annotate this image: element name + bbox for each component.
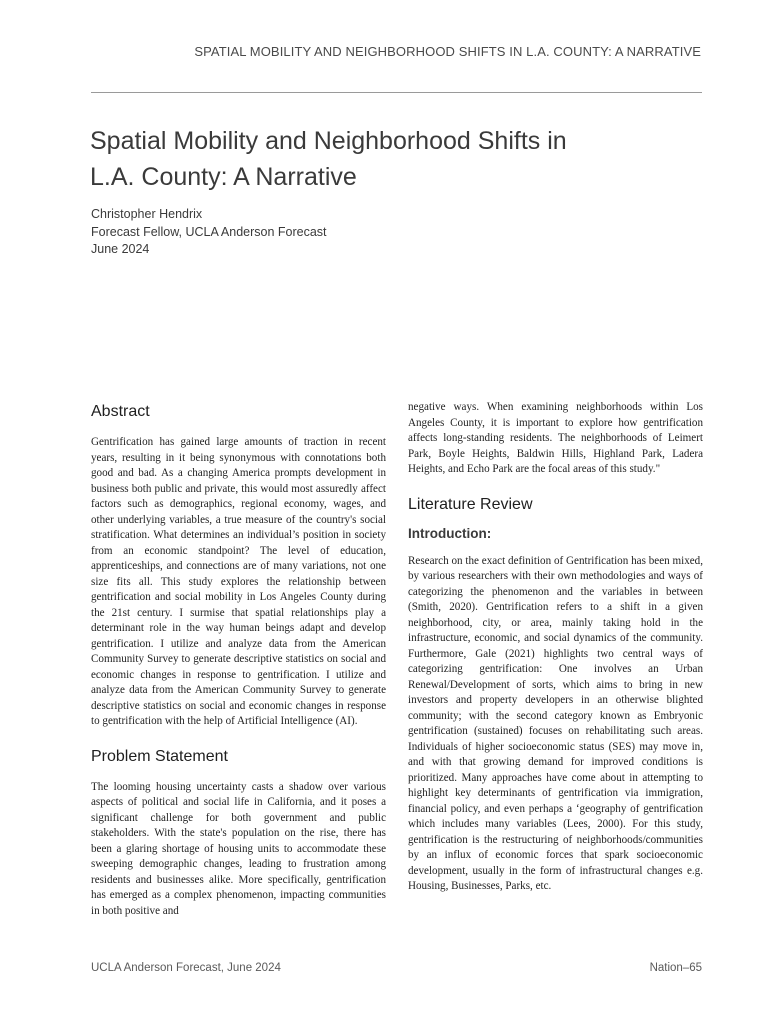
right-column [408, 400, 703, 895]
problem-statement-continued: negative ways. When examining neighborhoods within Los Angeles County, it is important to explore how gentrification affects long-standing residents. The neighborhoods of Leimert Park, Boyle Heights, Baldwin Hills, Highland Park, Ladera Heights, and Echo Park are the focal areas of this study." [408, 401, 703, 475]
header-divider [91, 92, 702, 93]
abstract-heading: Abstract [91, 403, 150, 420]
left-column [91, 400, 386, 919]
problem-statement-text: The looming housing uncertainty casts a shadow over various aspects of political and social life in California, and it poses a significant challenge for both government and public stakeholders. With the state's population on the rise, there has been a glaring shortage of housing units to accommodate these sweeping demographic changes, leading to frustration among residents and businesses alike. More specifically, gentrification has emerged as a complex phenomenon, impacting communities in both positive and [91, 780, 386, 917]
page-number: Nation–65 [649, 962, 702, 974]
literature-review-text: Research on the exact definition of Gentrification has been mixed, by various researchers with their own methodologies and ways of categorizing the phenomenon and the variables in between (Smith, 2020). Gentrification refers to a shift in a given neighborhood, city, or area, mainly taking hold in the infrastructure, economic, and social dynamics of the community. Furthermore, Gale (2021) highlights two central ways of categorizing gentrification: One involves an Urban Renewal/Development of sorts, which aims to bring in new investors and property developers in an otherwise blighted community; with the second category known as Embryonic gentrification (sustained) focuses on rehabilitating such areas. Individuals of higher socioeconomic status (SES) may move in, and with that growing demand for improved conditions is prioritized. Many approaches have come about in attempting to highlight key determinants of gentrification via immigration, financial policy, and even perhaps a ‘geography of gentrification which includes many variables (Lees, 2000). For this study, gentrification is the restructuring of neighborhoods/communities by an influx of economic forces that spark socioeconomic development, usually in the form of infrastructural changes e.g. Housing, Businesses, Parks, etc. [408, 554, 703, 892]
author-name: Christopher Hendrix [91, 207, 203, 221]
abstract-text: Gentrification has gained large amounts of traction in recent years, resulting in it being synonymous with connotations both good and bad. As a changing America prompts development in business both public and private, this would most assuredly affect factors such as demographics, regional economy, wages, and other underlying variables, a true measure of the country's social stratification. What determines an individual’s position in society from an economic standpoint? The level of education, apprenticeships, and connections are of many variations, not one size fits all. This study explores the relationship between gentrification and social mobility in Los Angeles County during the 21st century. I surmise that spatial relationships play a determinant role in the way human beings adapt and develop gentrification. I utilize and analyze data from the American Community Survey to generate descriptive statistics on social and economic changes in response to gentrification. I utilize and analyze data from the American Community Survey to generate descriptive statistics on social and economic changes in response to gentrification with the help of Artificial Intelligence (AI). [91, 436, 386, 727]
byline [91, 206, 327, 259]
problem-statement-heading: Problem Statement [91, 747, 228, 765]
publication-date: June 2024 [91, 242, 150, 256]
introduction-subheading: Introduction: [408, 525, 492, 541]
footer-publication: UCLA Anderson Forecast, June 2024 [91, 962, 281, 974]
running-header: SPATIAL MOBILITY AND NEIGHBORHOOD SHIFTS IN L.A. COUNTY: A NARRATIVE [194, 44, 701, 59]
literature-review-heading: Literature Review [408, 495, 533, 513]
author-affiliation: Forecast Fellow, UCLA Anderson Forecast [91, 224, 327, 239]
article-title: Spatial Mobility and Neighborhood Shifts in L.A. County: A Narrative [90, 127, 567, 191]
